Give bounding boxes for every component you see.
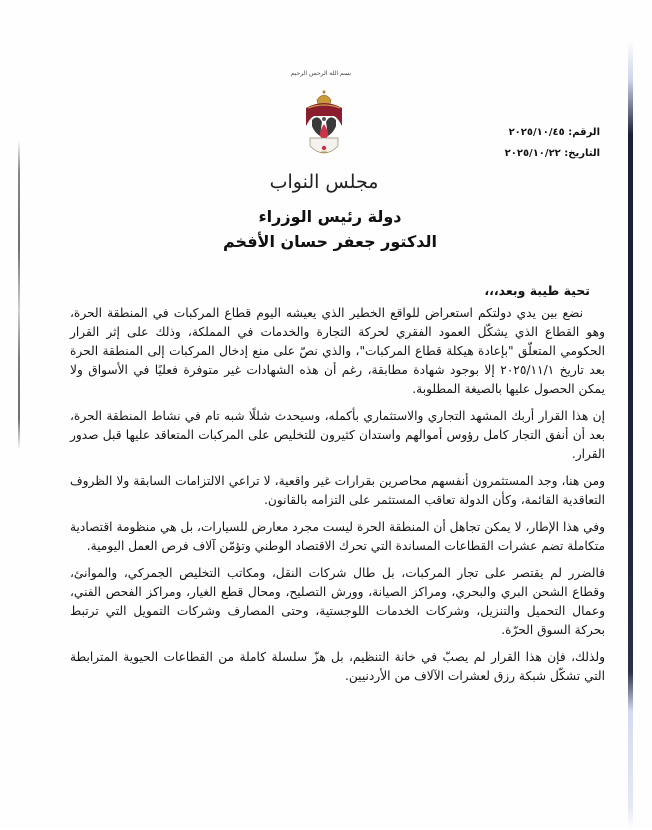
reference-number: الرقم: ٢٠٢٥/١٠/٤٥ — [508, 127, 600, 138]
coat-of-arms-icon — [300, 86, 348, 166]
reference-date: التاريخ: ٢٠٢٥/١٠/٢٢ — [504, 148, 600, 159]
greeting: تحية طيبة وبعد،،، — [484, 283, 590, 298]
scan-edge-right — [628, 40, 633, 830]
paragraph: ولذلك، فإن هذا القرار لم يصبّ في خانة التنظيم، بل هزّ سلسلة كاملة من القطاعات الحيوية المترابطة التي تشكّل شبكة رزق لعشرات الآلاف من الأردنيين. — [70, 650, 605, 683]
basmala: بسم الله الرحمن الرحيم — [290, 70, 351, 77]
scan-edge-left — [18, 140, 20, 450]
recipient-title: دولة رئيس الوزراء — [258, 207, 402, 226]
letter-body — [70, 304, 605, 694]
paragraph: وفي هذا الإطار، لا يمكن تجاهل أن المنطقة الحرة ليست مجرد معارض للسيارات، بل هي منظومة اقتصادية متكاملة تضم عشرات القطاعات المساندة التي تحرك الاقتصاد الوطني وتؤمّن آلاف فرص العمل اليومية. — [70, 520, 605, 553]
paragraph: فالضرر لم يقتصر على تجار المركبات، بل طال شركات النقل، ومكاتب التخليص الجمركي، والموانئ، وقطاع الشحن البري والبحري، ومراكز الصيانة، وورش التصليح، ومحال قطع الغيار، ومراكز الفحص الفني، وعمال التحميل والتنزيل، وشركات الخدمات اللوجستية، وحتى المصارف وشركات التمويل التي ترتبط بحركة السوق الحرّة. — [70, 566, 605, 637]
paragraph: ومن هنا، وجد المستثمرون أنفسهم محاصرين بقرارات غير واقعية، لا تراعي الالتزامات السابقة ولا الظروف التعاقدية القائمة، وكأن الدولة تعاقب المستثمر على التزامه بالقانون. — [70, 474, 605, 507]
paragraph: نضع بين يدي دولتكم استعراض للواقع الخطير الذي يعيشه اليوم قطاع المركبات في المنطقة الحرة، وهو القطاع الذي يشكّل العمود الفقري لحركة التجارة والخدمات في المملكة، وذلك على إثر القرار الحكومي المتعلّق "بإعادة هيكلة قطاع المركبات"، والذي نصّ على منع إدخال المركبات إلى المنطقة الحرة بعد تاريخ ٢٠٢٥/١١/١ إلا بوجود شهادة مطابقة، رغم أن هذه الشهادات غير متوفرة فعليًا في الأسواق ولا يمكن الحصول عليها بالصيغة المطلوبة. — [70, 306, 605, 396]
council-name-logo: مجلس النواب — [269, 171, 379, 193]
paragraph: إن هذا القرار أربك المشهد التجاري والاستثماري بأكمله، وسيحدث شللًا شبه تام في نشاط المنطقة الحرة، بعد أن أنفق التجار كامل رؤوس أموالهم واستدان كثيرون للتخليص على المركبات المتعاقد عليها قبل صدور القرار. — [70, 409, 605, 461]
recipient-name: الدكتور جعفر حسان الأفخم — [223, 232, 437, 251]
recipient-block — [150, 204, 510, 254]
